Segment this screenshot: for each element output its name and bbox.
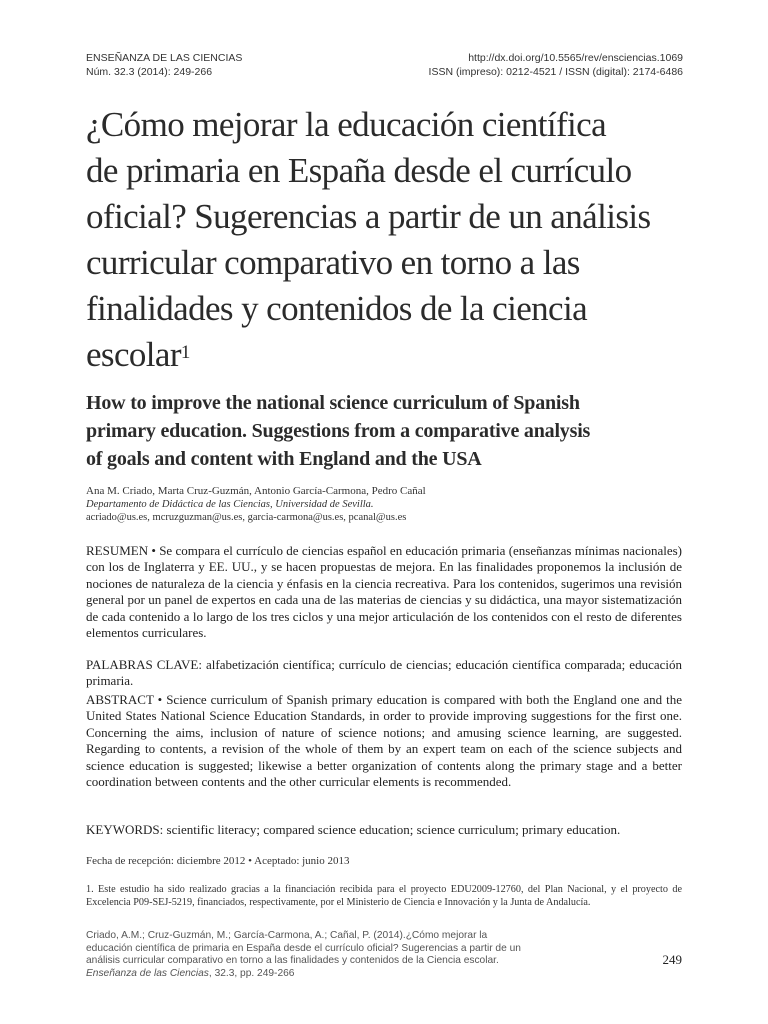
author-names: Ana M. Criado, Marta Cruz-Guzmán, Antonio García-Carmona, Pedro Cañal: [86, 485, 426, 497]
abstract-paragraph: ABSTRACT • Science curriculum of Spanish primary education is compared with both the England one and the United States National Science Education Standards, in order to provide improving suggestions for the first one. Concerning the aims, inclusion of nature of science notions; and amusing science learning, are suggested. Regarding to contents, a revision of the whole of them by an expert team on each of the science subjects and science education is suggested; likewise a better organization of contents along the primary stage and a better coordination between contents and the other curricular elements is recommended.: [86, 692, 682, 790]
title-line: escolar: [86, 335, 181, 374]
journal-header: [86, 51, 242, 79]
author-emails[interactable]: acriado@us.es, mcruzguzman@us.es, garcia-carmona@us.es, pcanal@us.es: [86, 512, 407, 523]
author-department: Departamento de Didáctica de las Ciencias, Universidad de Sevilla.: [86, 499, 374, 510]
subtitle-line: of goals and content with England and the USA: [86, 448, 482, 470]
keywords: KEYWORDS: scientific literacy; compared science education; science curriculum; primary education.: [86, 822, 621, 837]
title-line: oficial? Sugerencias a partir de un análisis: [86, 197, 651, 236]
title-line: finalidades y contenidos de la ciencia: [86, 289, 588, 328]
title-footnote-mark[interactable]: 1: [180, 342, 190, 363]
journal-issue: Núm. 32.3 (2014): 249-266: [86, 66, 213, 78]
issn-info: ISSN (impreso): 0212-4521 / ISSN (digital): 2174-6486: [428, 66, 683, 78]
resumen-paragraph: RESUMEN • Se compara el currículo de ciencias español en educación primaria (enseñanzas mínimas nacionales) con los de Inglaterra y EE. UU., y se hacen propuestas de mejora. En las finalidades proponemos la inclusión de nociones de naturaleza de la ciencia y énfasis en la ciencia recreativa. Para los contenidos, sugerimos una revisión general por un panel de expertos en cada una de las materias de ciencias y su didáctica, una mayor sistematización de cada contenido a lo largo de los tres ciclos y una mejor articulación de los contenidos con el resto de diferentes elementos curriculares.: [86, 543, 682, 641]
title-line: ¿Cómo mejorar la educación científica: [86, 105, 607, 144]
citation-text: Criado, A.M.; Cruz-Guzmán, M.; García-Carmona, A.; Cañal, P. (2014).¿Cómo mejorar la educación científica de primaria en España desde el currículo oficial? Sugerencias a partir de un análisis curricular comparativo en torno a las finalidades y contenidos de la Ciencia escolar.: [86, 930, 521, 967]
page-number: 249: [662, 952, 682, 967]
subtitle-line: primary education. Suggestions from a comparative analysis: [86, 420, 591, 442]
article-title: [86, 102, 686, 378]
citation-tail: , 32.3, pp. 249-266: [208, 967, 295, 979]
author-block: [86, 485, 686, 524]
footnote: 1. Este estudio ha sido realizado gracias a la financiación recibida para el proyecto EDU2009-12760, del Plan Nacional, y el proyecto de Excelencia P09-SEJ-5219, financiados, respectivamente, por el Ministerio de Ciencia e Innovación y la Junta de Andalucía.: [86, 884, 682, 908]
journal-name: ENSEÑANZA DE LAS CIENCIAS: [86, 52, 243, 64]
english-title: [86, 389, 686, 473]
subtitle-line: How to improve the national science curriculum of Spanish: [86, 392, 580, 414]
doi-link[interactable]: http://dx.doi.org/10.5565/rev/ensciencias.1069: [468, 52, 683, 64]
doi-header: [429, 51, 683, 79]
citation-block: [86, 930, 536, 980]
palabras-clave: PALABRAS CLAVE: alfabetización científica; currículo de ciencias; educación científica comparada; educación primaria.: [86, 657, 682, 689]
reception-dates: Fecha de recepción: diciembre 2012 • Aceptado: junio 2013: [86, 855, 350, 867]
title-line: de primaria en España desde el currículo: [86, 151, 632, 190]
citation-journal: Enseñanza de las Ciencias: [86, 967, 209, 979]
title-line: curricular comparativo en torno a las: [86, 243, 580, 282]
